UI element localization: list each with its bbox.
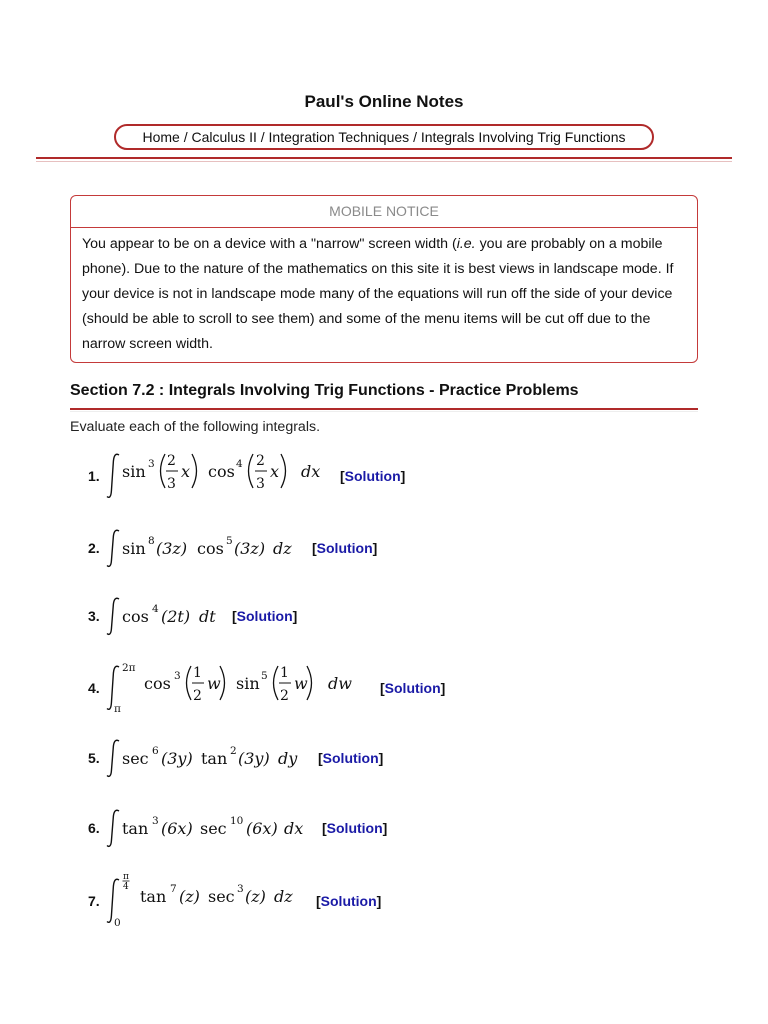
- svg-text:tan: tan: [140, 887, 167, 906]
- svg-text:3: 3: [167, 476, 176, 492]
- problem-7-integral: [108, 872, 293, 929]
- svg-text:π: π: [123, 872, 129, 882]
- svg-text:dz: dz: [274, 887, 293, 906]
- svg-text:2: 2: [280, 688, 289, 704]
- svg-text:8: 8: [148, 535, 155, 547]
- svg-text:(6x): (6x): [246, 819, 278, 838]
- svg-text:sec: sec: [122, 749, 149, 768]
- mobile-notice-heading: MOBILE NOTICE: [71, 196, 697, 228]
- problem-number: 2.: [88, 540, 100, 556]
- breadcrumb-integration-link[interactable]: Integration Techniques: [268, 129, 410, 145]
- instructions-text: Evaluate each of the following integrals.: [70, 419, 321, 435]
- svg-text:1: 1: [280, 665, 289, 681]
- header-divider-shadow: [36, 161, 732, 162]
- svg-text:3: 3: [152, 815, 159, 827]
- breadcrumb-calculus-link[interactable]: Calculus II: [191, 129, 257, 145]
- problem-number: 1.: [88, 468, 100, 484]
- problem-5: [88, 738, 383, 778]
- svg-text:tan: tan: [201, 749, 228, 768]
- section-divider: [70, 408, 698, 410]
- svg-text:1: 1: [193, 665, 202, 681]
- svg-text:sin: sin: [122, 462, 146, 481]
- svg-text:(z): (z): [179, 887, 200, 906]
- svg-text:sec: sec: [200, 819, 227, 838]
- svg-text:cos: cos: [144, 674, 171, 693]
- svg-text:(6x): (6x): [161, 819, 193, 838]
- problem-4: [88, 662, 446, 715]
- section-title: Section 7.2 : Integrals Involving Trig Functions - Practice Problems: [70, 382, 579, 399]
- svg-text:(3z): (3z): [156, 539, 188, 558]
- svg-text:5: 5: [226, 535, 233, 547]
- svg-text:(3y): (3y): [238, 749, 270, 768]
- svg-text:sin: sin: [236, 674, 260, 693]
- breadcrumb-separator: /: [413, 129, 417, 145]
- svg-text:6: 6: [152, 745, 159, 757]
- solution-link[interactable]: [Solution]: [318, 750, 384, 766]
- svg-text:3: 3: [174, 670, 181, 682]
- svg-text:5: 5: [261, 670, 268, 682]
- solution-link[interactable]: [Solution]: [316, 893, 382, 909]
- svg-text:2: 2: [167, 453, 176, 469]
- problem-2-integral: [108, 528, 292, 568]
- problem-number: 5.: [88, 750, 100, 766]
- svg-text:cos: cos: [122, 607, 149, 626]
- svg-text:dt: dt: [199, 607, 216, 626]
- svg-text:cos: cos: [208, 462, 235, 481]
- breadcrumb-separator: /: [183, 129, 188, 145]
- solution-link[interactable]: [Solution]: [380, 680, 446, 696]
- problem-number: 6.: [88, 820, 100, 836]
- problem-4-integral: [108, 663, 354, 713]
- header-divider: [36, 157, 732, 159]
- svg-text:cos: cos: [197, 539, 224, 558]
- solution-link[interactable]: [Solution]: [340, 468, 406, 484]
- solution-link[interactable]: [Solution]: [232, 608, 298, 624]
- svg-text:4: 4: [123, 882, 129, 892]
- svg-text:2: 2: [256, 453, 265, 469]
- svg-text:dy: dy: [278, 749, 298, 768]
- svg-text:2: 2: [230, 745, 237, 757]
- problem-7: [88, 872, 382, 929]
- svg-text:(2t): (2t): [161, 607, 191, 626]
- svg-text:7: 7: [170, 883, 177, 895]
- svg-text:10: 10: [230, 815, 244, 827]
- svg-text:2: 2: [193, 688, 202, 704]
- problem-3: [88, 596, 297, 636]
- problem-3-integral: [108, 596, 218, 636]
- breadcrumb: [114, 124, 654, 150]
- svg-text:sec: sec: [208, 887, 235, 906]
- solution-link[interactable]: [Solution]: [322, 820, 388, 836]
- problem-number: 7.: [88, 893, 100, 909]
- svg-text:3: 3: [256, 476, 265, 492]
- breadcrumb-current-page[interactable]: Integrals Involving Trig Functions: [420, 129, 626, 145]
- svg-text:(z): (z): [245, 887, 266, 906]
- svg-text:π: π: [114, 703, 121, 715]
- section-divider-shadow: [70, 411, 698, 412]
- svg-text:0: 0: [114, 917, 121, 929]
- problem-2: [88, 528, 377, 568]
- mobile-notice-box: [70, 195, 698, 363]
- svg-text:w: w: [294, 674, 308, 693]
- svg-text:w: w: [207, 674, 221, 693]
- problem-6-integral: [108, 808, 304, 848]
- site-title[interactable]: Paul's Online Notes: [304, 92, 464, 111]
- problem-number: 3.: [88, 608, 100, 624]
- svg-text:x: x: [270, 462, 280, 481]
- svg-text:tan: tan: [122, 819, 149, 838]
- svg-text:2π: 2π: [122, 662, 136, 674]
- svg-text:x: x: [181, 462, 191, 481]
- svg-text:dx: dx: [284, 819, 304, 838]
- mobile-notice-text: You appear to be on a device with a "narrow" screen width (i.e. you are probably on a mobile phone). Due to the nature of the mathematics on this site it is best views in landscape mode. If your device is not in landscape mode many of the equations will run off the side of your device (should be able to scroll to see them) and some of the menu items will be cut off due to the narrow screen width.: [82, 236, 674, 352]
- svg-text:sin: sin: [122, 539, 146, 558]
- problem-1: [88, 453, 406, 496]
- svg-text:(3z): (3z): [234, 539, 266, 558]
- svg-text:dx: dx: [301, 462, 321, 481]
- svg-text:4: 4: [236, 458, 243, 470]
- problem-5-integral: [108, 738, 298, 778]
- solution-link[interactable]: [Solution]: [312, 540, 378, 556]
- breadcrumb-home-link[interactable]: Home: [142, 129, 180, 145]
- breadcrumb-separator: /: [260, 129, 265, 145]
- svg-text:dz: dz: [273, 539, 292, 558]
- svg-text:dw: dw: [328, 674, 352, 693]
- svg-text:3: 3: [148, 458, 155, 470]
- problem-number: 4.: [88, 680, 100, 696]
- problem-6: [88, 808, 387, 848]
- problem-1-integral: [108, 451, 326, 501]
- svg-text:4: 4: [152, 603, 159, 615]
- svg-text:(3y): (3y): [161, 749, 193, 768]
- svg-text:3: 3: [237, 883, 244, 895]
